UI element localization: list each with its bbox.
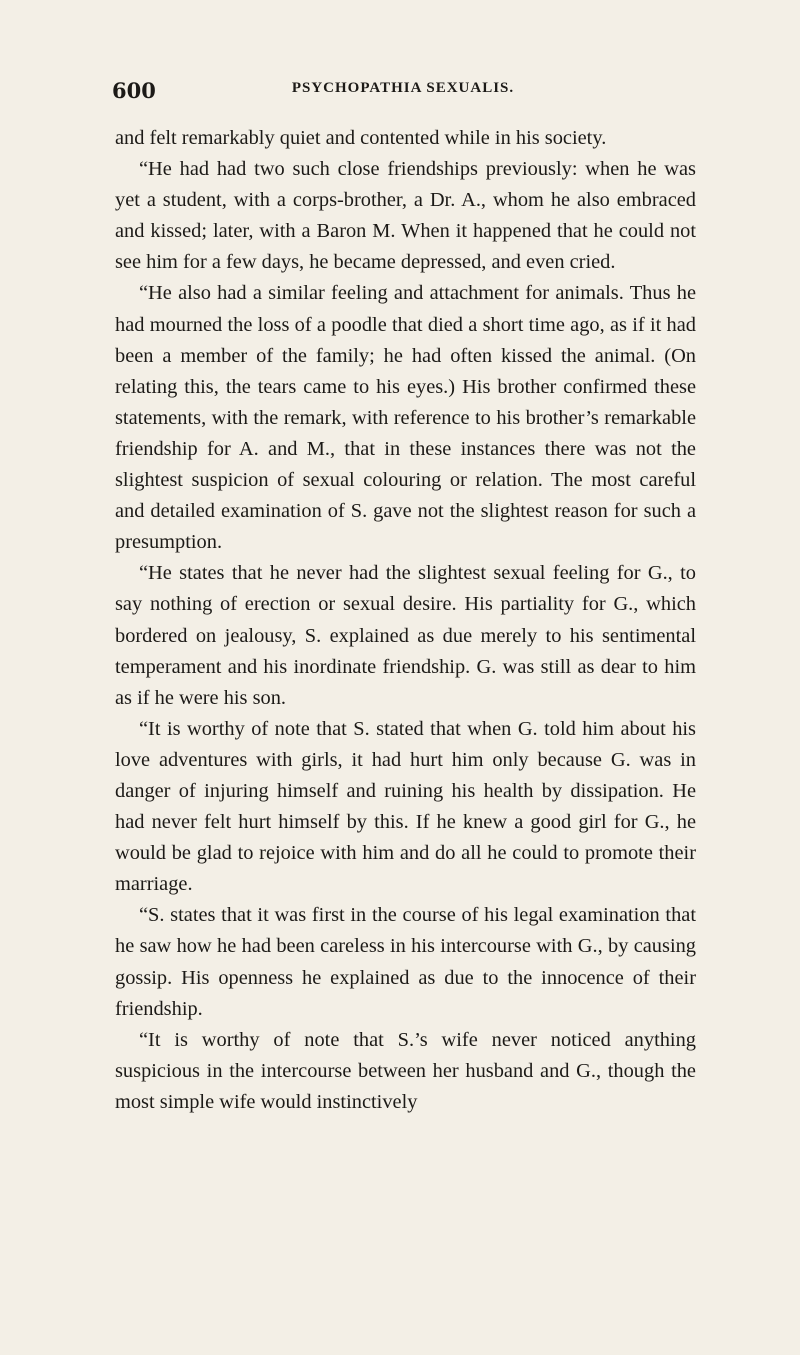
body-text xyxy=(115,123,696,1118)
running-title: PSYCHOPATHIA SEXUALIS. xyxy=(291,80,515,96)
paragraph: “It is worthy of note that S. stated that when G. told him about his love adventures with girls, it had hurt him only because G. was in danger of injuring himself and ruining his health by dissipation. He had never felt hurt himself by this. If he knew a good girl for G., he would be glad to rejoice with him and do all he could to promote their marriage. xyxy=(115,717,696,896)
paragraph: “He had had two such close friendships previously: when he was yet a student, with a corps-brother, a Dr. A., whom he also embraced and kissed; later, with a Baron M. When it happened that he could not see him for a few days, he became depressed, and even cried. xyxy=(115,158,696,274)
paragraph: “S. states that it was first in the course of his legal examination that he saw how he had been careless in his intercourse with G., by causing gossip. His openness he explained as due to the innocence of their friendship. xyxy=(115,904,696,1020)
paragraph-continuation: and felt remarkably quiet and contented while in his society. xyxy=(115,127,607,149)
running-head xyxy=(112,78,694,104)
paragraph: “It is worthy of note that S.’s wife never noticed anything suspicious in the intercourse between her husband and G., though the most simple wife would instinctively xyxy=(115,1028,696,1113)
page-number: 600 xyxy=(112,78,156,103)
paragraph: “He states that he never had the slightest sexual feeling for G., to say nothing of erection or sexual desire. His partiality for G., which bordered on jealousy, S. explained as due merely to his sentimental temperament and his inordinate friendship. G. was still as dear to him as if he were his son. xyxy=(115,562,696,709)
paragraph: “He also had a similar feeling and attachment for animals. Thus he had mourned the loss of a poodle that died a short time ago, as if it had been a member of the family; he had often kissed the animal. (On relating this, the tears came to his eyes.) His brother confirmed these statements, with the remark, with reference to his brother’s remarkable friendship for A. and M., that in these instances there was not the slightest suspicion of sexual colouring or relation. The most careful and detailed examination of S. gave not the slightest reason for such a presumption. xyxy=(115,282,696,554)
